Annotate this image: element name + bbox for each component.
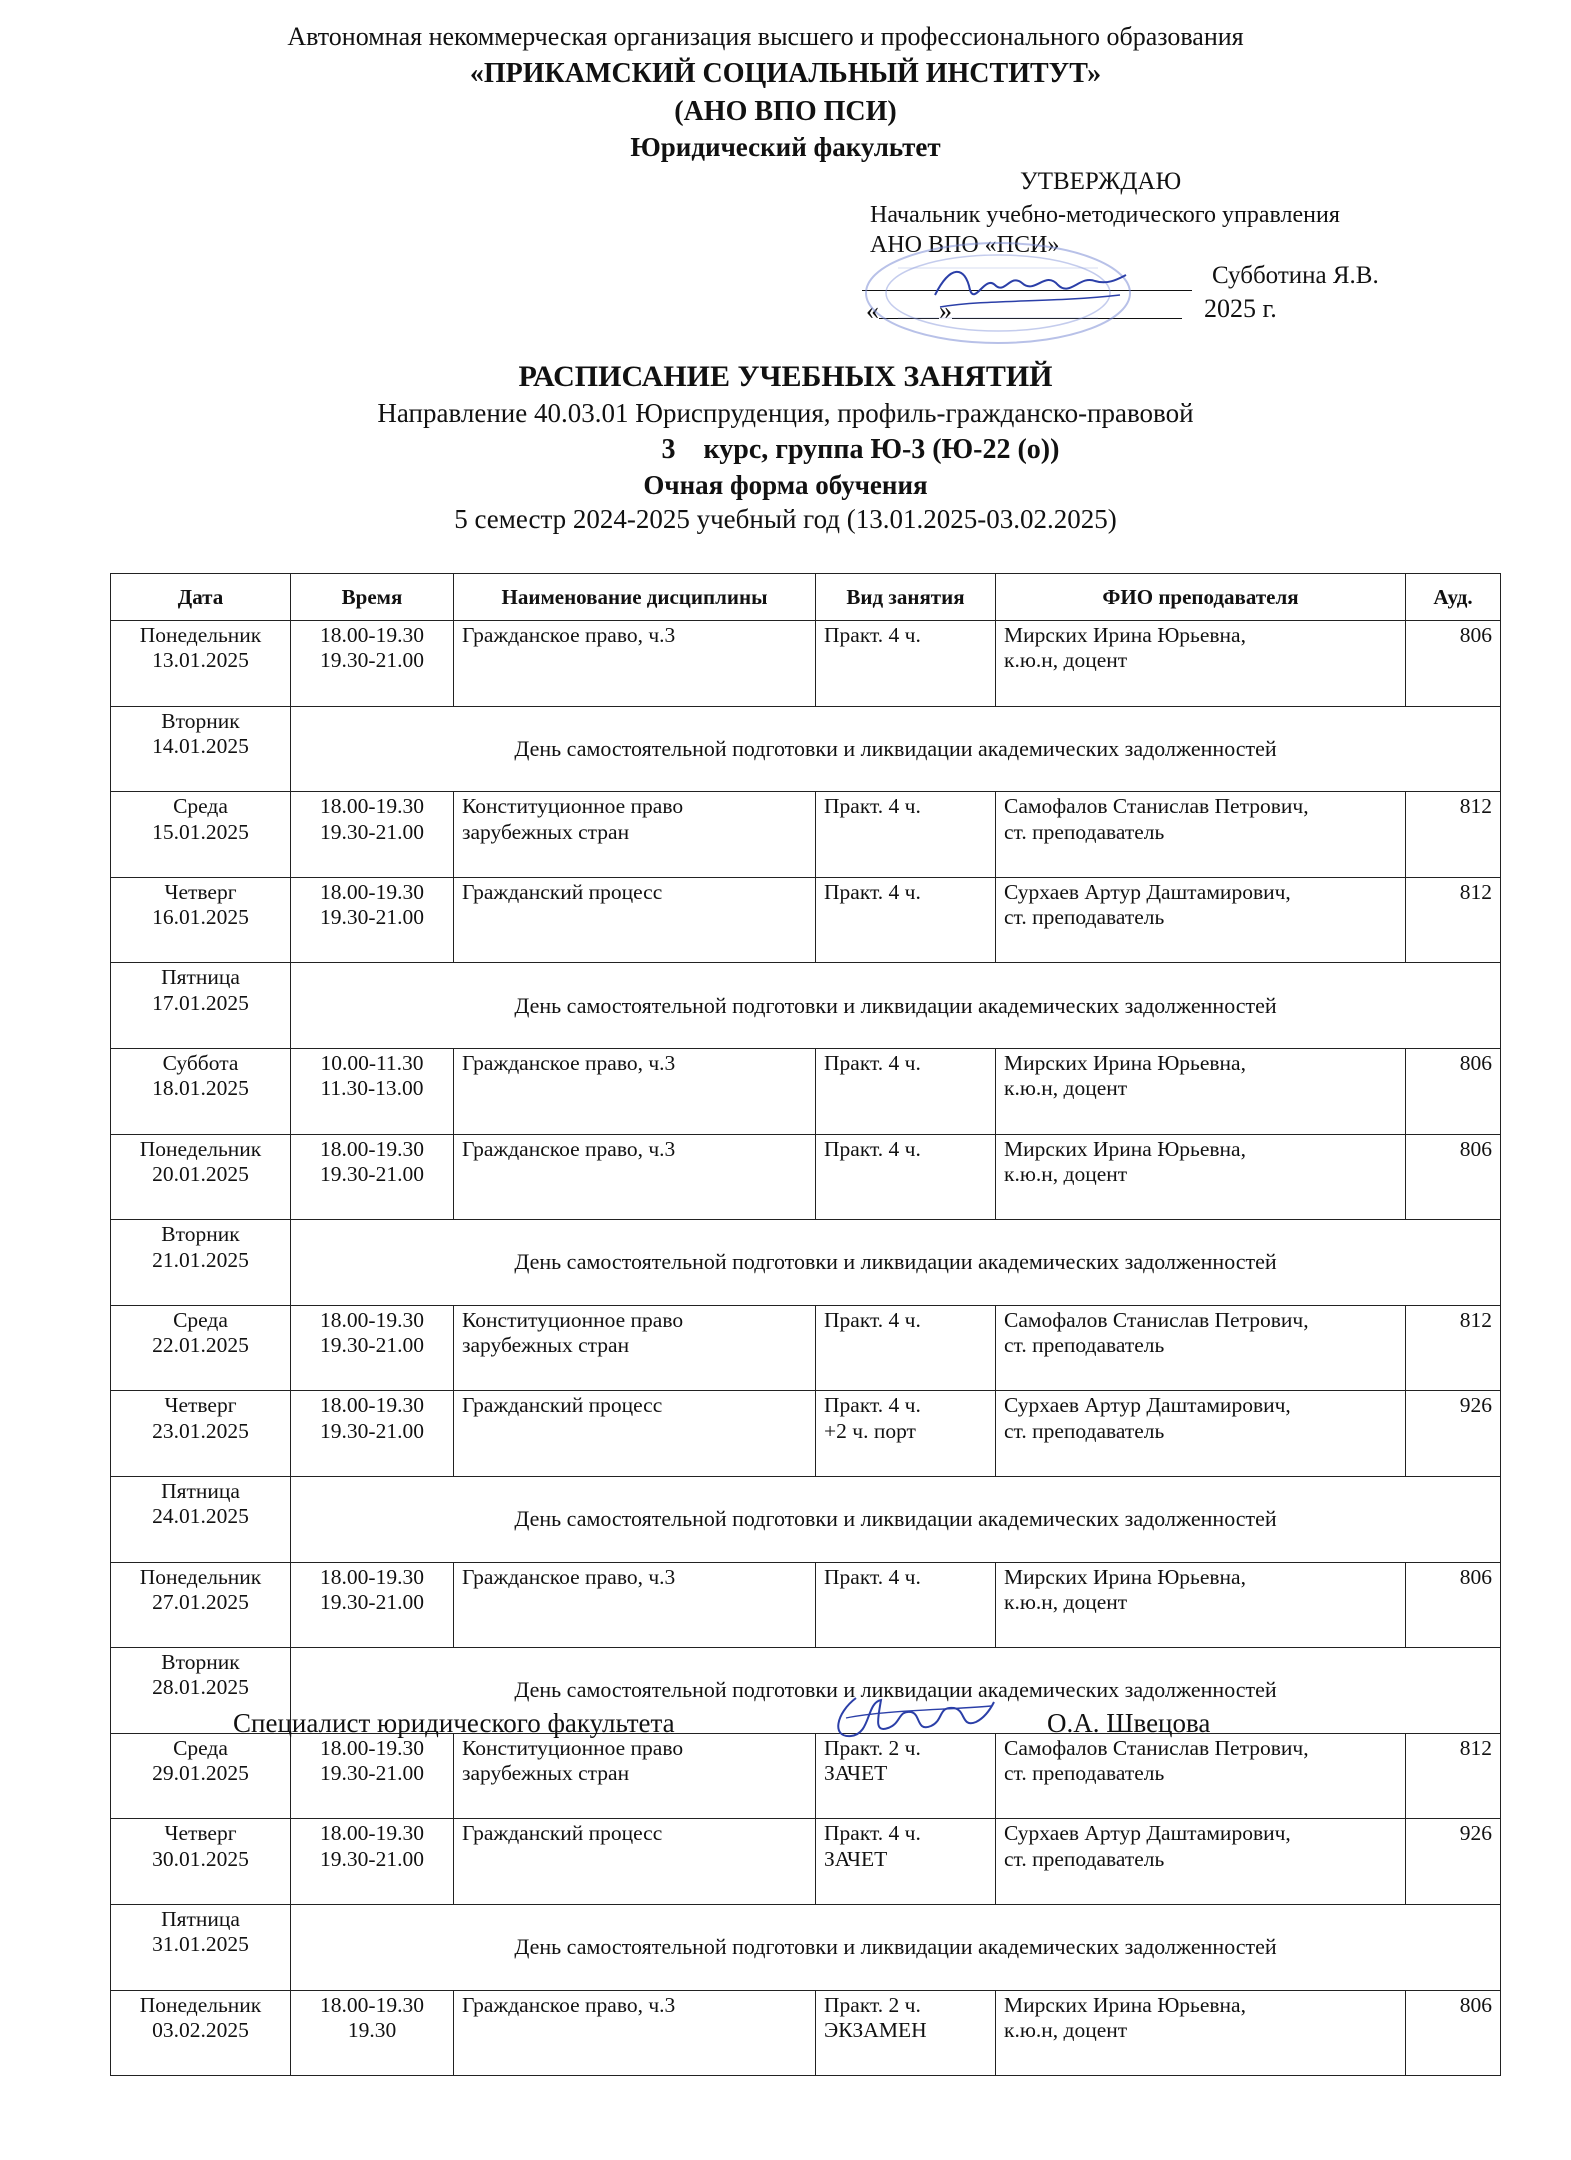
time-slot-1: 18.00-19.30 [320, 1735, 424, 1760]
teacher-title: ст. преподаватель [1004, 1846, 1165, 1871]
teacher-cell [996, 1562, 1406, 1648]
discipline-line1: Гражданское право, ч.3 [462, 1050, 676, 1075]
time-slot-2: 19.30-21.00 [320, 648, 424, 673]
time-cell [291, 1305, 454, 1391]
class-type-line1: Практ. 4 ч. [824, 1393, 921, 1418]
date-cell [111, 1391, 291, 1477]
date-cell [111, 1904, 291, 1990]
time-slot-1: 18.00-19.30 [320, 1136, 424, 1161]
table-row [111, 621, 1501, 707]
teacher-cell [996, 1990, 1406, 2076]
header-date: Дата [111, 574, 291, 621]
class-type-line2: ЗАЧЕТ [824, 1846, 888, 1871]
time-cell [291, 1819, 454, 1905]
class-type-line1: Практ. 4 ч. [824, 1050, 921, 1075]
date-cell [111, 1048, 291, 1134]
course-group: 3 курс, группа Ю-3 (Ю-22 (о)) [661, 434, 1060, 465]
teacher-title: ст. преподаватель [1004, 1333, 1165, 1358]
weekday: Среда [173, 1307, 228, 1332]
semester-period: 5 семестр 2024-2025 учебный год (13.01.2025-03.02.2025) [454, 504, 1117, 534]
discipline-line1: Конституционное право [462, 1735, 684, 1760]
date-cell [111, 1990, 291, 2076]
time-slot-1: 18.00-19.30 [320, 1821, 424, 1846]
discipline-cell [454, 1819, 816, 1905]
time-slot-1: 18.00-19.30 [320, 623, 424, 647]
class-type-cell [816, 1134, 996, 1220]
teacher-cell [996, 1305, 1406, 1391]
discipline-cell [454, 621, 816, 707]
approval-year: 2025 г. [1204, 294, 1277, 323]
discipline-cell [454, 877, 816, 963]
discipline-cell [454, 1134, 816, 1220]
time-slot-2: 19.30-21.00 [320, 1161, 424, 1186]
date: 15.01.2025 [152, 819, 249, 844]
date-cell [111, 877, 291, 963]
date-cell [111, 1476, 291, 1562]
teacher-name: Мирских Ирина Юрьевна, [1004, 1050, 1246, 1075]
time-slot-1: 18.00-19.30 [320, 794, 424, 819]
teacher-name: Сурхаев Артур Даштамирович, [1004, 1821, 1291, 1846]
discipline-line2: зарубежных стран [462, 819, 630, 844]
time-cell [291, 1391, 454, 1477]
class-type-line1: Практ. 2 ч. [824, 1992, 921, 2017]
weekday: Четверг [164, 1821, 237, 1846]
teacher-name: Мирских Ирина Юрьевна, [1004, 1992, 1246, 2017]
date: 18.01.2025 [152, 1076, 249, 1101]
table-header-row [111, 574, 1501, 621]
date-cell [111, 1305, 291, 1391]
teacher-title: к.ю.н, доцент [1004, 1589, 1128, 1614]
class-type-line2: +2 ч. порт [824, 1418, 916, 1443]
weekday: Вторник [161, 1650, 240, 1675]
date: 17.01.2025 [152, 990, 249, 1015]
time-slot-2: 11.30-13.00 [320, 1076, 424, 1101]
time-slot-2: 19.30-21.00 [320, 1761, 424, 1786]
table-row [111, 1733, 1501, 1819]
room-cell: 806 [1406, 1048, 1501, 1134]
study-direction: Направление 40.03.01 Юриспруденция, профиль-гражданско-правовой [377, 398, 1194, 428]
date: 24.01.2025 [152, 1504, 249, 1529]
self-study-day: День самостоятельной подготовки и ликвидации академических задолженностей [291, 1904, 1501, 1990]
time-slot-2: 19.30-21.00 [320, 905, 424, 930]
teacher-name: Самофалов Станислав Петрович, [1004, 794, 1309, 819]
time-cell [291, 1562, 454, 1648]
date: 13.01.2025 [152, 648, 249, 673]
weekday: Вторник [161, 1222, 240, 1247]
class-type-line1: Практ. 4 ч. [824, 1307, 921, 1332]
room-cell: 806 [1406, 1990, 1501, 2076]
approver-name: Субботина Я.В. [1212, 262, 1379, 289]
teacher-title: ст. преподаватель [1004, 905, 1165, 930]
table-row [111, 1990, 1501, 2076]
header-discipline: Наименование дисциплины [454, 574, 816, 621]
teacher-title: к.ю.н, доцент [1004, 1076, 1128, 1101]
table-row [111, 963, 1501, 1049]
date-cell [111, 1819, 291, 1905]
room-cell: 806 [1406, 1134, 1501, 1220]
room-cell: 926 [1406, 1819, 1501, 1905]
date-close-quote: » [939, 296, 952, 325]
time-slot-2: 19.30-21.00 [320, 1333, 424, 1358]
date: 29.01.2025 [152, 1761, 249, 1786]
class-type-cell [816, 1391, 996, 1477]
date: 28.01.2025 [152, 1675, 249, 1700]
time-slot-1: 18.00-19.30 [320, 1564, 424, 1589]
header-teacher: ФИО преподавателя [996, 574, 1406, 621]
table-row [111, 1220, 1501, 1306]
date: 20.01.2025 [152, 1161, 249, 1186]
room-cell: 812 [1406, 792, 1501, 878]
room-cell: 806 [1406, 621, 1501, 707]
header-time: Время [291, 574, 454, 621]
date-cell [111, 706, 291, 792]
class-type-line1: Практ. 4 ч. [824, 879, 921, 904]
teacher-title: к.ю.н, доцент [1004, 648, 1128, 673]
schedule-title: РАСПИСАНИЕ УЧЕБНЫХ ЗАНЯТИЙ [518, 360, 1053, 393]
class-type-cell [816, 1048, 996, 1134]
discipline-line2: зарубежных стран [462, 1761, 630, 1786]
teacher-title: к.ю.н, доцент [1004, 1161, 1128, 1186]
class-type-line1: Практ. 4 ч. [824, 1821, 921, 1846]
date-cell [111, 1562, 291, 1648]
discipline-line2: зарубежных стран [462, 1333, 630, 1358]
teacher-name: Мирских Ирина Юрьевна, [1004, 1564, 1246, 1589]
approver-position-line2: АНО ВПО «ПСИ» [870, 232, 1060, 258]
time-cell [291, 1990, 454, 2076]
discipline-line1: Гражданское право, ч.3 [462, 1992, 676, 2017]
class-type-line1: Практ. 4 ч. [824, 623, 921, 647]
room-cell: 926 [1406, 1391, 1501, 1477]
time-slot-2: 19.30 [347, 2017, 397, 2042]
class-type-line1: Практ. 4 ч. [824, 1564, 921, 1589]
table-row [111, 792, 1501, 878]
weekday: Вторник [161, 708, 240, 733]
class-type-line1: Практ. 2 ч. [824, 1735, 921, 1760]
class-type-cell [816, 877, 996, 963]
weekday: Среда [173, 794, 228, 819]
date: 16.01.2025 [152, 905, 249, 930]
schedule-body [111, 621, 1501, 2076]
weekday: Понедельник [139, 1564, 262, 1589]
table-row [111, 877, 1501, 963]
discipline-cell [454, 1562, 816, 1648]
time-slot-1: 18.00-19.30 [320, 879, 424, 904]
class-type-line2: ЗАЧЕТ [824, 1761, 888, 1786]
footer-name: О.А. Швецова [1047, 1708, 1211, 1738]
date: 27.01.2025 [152, 1589, 249, 1614]
teacher-cell [996, 877, 1406, 963]
time-slot-2: 19.30-21.00 [320, 1846, 424, 1871]
class-type-cell [816, 1819, 996, 1905]
table-row [111, 706, 1501, 792]
teacher-title: к.ю.н, доцент [1004, 2017, 1128, 2042]
date-cell [111, 1134, 291, 1220]
time-slot-2: 19.30-21.00 [320, 1589, 424, 1614]
schedule-table [110, 573, 1501, 2076]
room-cell: 812 [1406, 1733, 1501, 1819]
time-cell [291, 792, 454, 878]
time-slot-1: 18.00-19.30 [320, 1992, 424, 2017]
time-slot-2: 19.30-21.00 [320, 1418, 424, 1443]
class-type-cell [816, 1305, 996, 1391]
date-cell [111, 792, 291, 878]
teacher-name: Сурхаев Артур Даштамирович, [1004, 1393, 1291, 1418]
approval-title: УТВЕРЖДАЮ [1020, 168, 1182, 195]
class-type-cell [816, 792, 996, 878]
time-cell [291, 621, 454, 707]
table-row [111, 1048, 1501, 1134]
date: 21.01.2025 [152, 1247, 249, 1272]
date: 14.01.2025 [152, 733, 249, 758]
table-row [111, 1819, 1501, 1905]
study-form: Очная форма обучения [643, 470, 928, 500]
table-row [111, 1562, 1501, 1648]
class-type-cell [816, 1562, 996, 1648]
discipline-line1: Гражданский процесс [462, 1821, 663, 1846]
weekday: Среда [173, 1735, 228, 1760]
date: 22.01.2025 [152, 1333, 249, 1358]
self-study-day: День самостоятельной подготовки и ликвидации академических задолженностей [291, 1648, 1501, 1734]
time-slot-1: 10.00-11.30 [320, 1050, 424, 1075]
header-room: Ауд. [1406, 574, 1501, 621]
discipline-line1: Конституционное право [462, 1307, 684, 1332]
discipline-cell [454, 792, 816, 878]
date: 30.01.2025 [152, 1846, 249, 1871]
time-cell [291, 877, 454, 963]
discipline-line1: Конституционное право [462, 794, 684, 819]
weekday: Суббота [162, 1050, 239, 1075]
weekday: Пятница [161, 1478, 240, 1503]
time-slot-2: 19.30-21.00 [320, 819, 424, 844]
date-cell [111, 1220, 291, 1306]
class-type-line1: Практ. 4 ч. [824, 794, 921, 819]
date-cell [111, 621, 291, 707]
teacher-title: ст. преподаватель [1004, 1761, 1165, 1786]
teacher-cell [996, 1391, 1406, 1477]
discipline-line1: Гражданский процесс [462, 879, 663, 904]
discipline-cell [454, 1305, 816, 1391]
discipline-line1: Гражданское право, ч.3 [462, 1136, 676, 1161]
table-row [111, 1476, 1501, 1562]
institute-name: «ПРИКАМСКИЙ СОЦИАЛЬНЫЙ ИНСТИТУТ» [469, 58, 1102, 89]
weekday: Пятница [161, 1906, 240, 1931]
discipline-cell [454, 1391, 816, 1477]
discipline-line1: Гражданское право, ч.3 [462, 1564, 676, 1589]
specialist-signature [826, 1688, 996, 1750]
table-row [111, 1391, 1501, 1477]
time-cell [291, 1733, 454, 1819]
header-class-type: Вид занятия [816, 574, 996, 621]
weekday: Понедельник [139, 623, 262, 647]
teacher-cell [996, 1819, 1406, 1905]
table-row [111, 1904, 1501, 1990]
class-type-cell [816, 1990, 996, 2076]
date: 23.01.2025 [152, 1418, 249, 1443]
self-study-day: День самостоятельной подготовки и ликвидации академических задолженностей [291, 1476, 1501, 1562]
teacher-name: Мирских Ирина Юрьевна, [1004, 1136, 1246, 1161]
discipline-cell [454, 1733, 816, 1819]
teacher-name: Самофалов Станислав Петрович, [1004, 1735, 1309, 1760]
class-type-line1: Практ. 4 ч. [824, 1136, 921, 1161]
faculty-name: Юридический факультет [630, 132, 941, 162]
time-slot-1: 18.00-19.30 [320, 1393, 424, 1418]
room-cell: 806 [1406, 1562, 1501, 1648]
table-row [111, 1305, 1501, 1391]
self-study-day: День самостоятельной подготовки и ликвидации академических задолженностей [291, 1220, 1501, 1306]
self-study-day: День самостоятельной подготовки и ликвидации академических задолженностей [291, 963, 1501, 1049]
time-slot-1: 18.00-19.30 [320, 1307, 424, 1332]
footer-position: Специалист юридического факультета [233, 1708, 675, 1738]
date-open-quote: « [866, 296, 879, 325]
teacher-name: Сурхаев Артур Даштамирович, [1004, 879, 1291, 904]
teacher-title: ст. преподаватель [1004, 819, 1165, 844]
teacher-name: Самофалов Станислав Петрович, [1004, 1307, 1309, 1332]
teacher-cell [996, 621, 1406, 707]
date-cell [111, 963, 291, 1049]
weekday: Пятница [161, 965, 240, 990]
discipline-cell [454, 1990, 816, 2076]
teacher-cell [996, 792, 1406, 878]
discipline-line1: Гражданский процесс [462, 1393, 663, 1418]
teacher-cell [996, 1733, 1406, 1819]
discipline-line1: Гражданское право, ч.3 [462, 623, 676, 647]
teacher-title: ст. преподаватель [1004, 1418, 1165, 1443]
room-cell: 812 [1406, 1305, 1501, 1391]
discipline-cell [454, 1048, 816, 1134]
table-row [111, 1134, 1501, 1220]
date: 31.01.2025 [152, 1932, 249, 1957]
teacher-cell [996, 1134, 1406, 1220]
approver-position-line1: Начальник учебно-методического управления [870, 202, 1340, 228]
approver-signature [930, 255, 1130, 315]
self-study-day: День самостоятельной подготовки и ликвидации академических задолженностей [291, 706, 1501, 792]
time-cell [291, 1048, 454, 1134]
date-cell [111, 1733, 291, 1819]
organization-line: Автономная некоммерческая организация высшего и профессионального образования [287, 22, 1244, 51]
class-type-cell [816, 621, 996, 707]
weekday: Четверг [164, 879, 237, 904]
institute-abbreviation: (АНО ВПО ПСИ) [674, 96, 897, 127]
date: 03.02.2025 [152, 2017, 249, 2042]
weekday: Четверг [164, 1393, 237, 1418]
teacher-cell [996, 1048, 1406, 1134]
room-cell: 812 [1406, 877, 1501, 963]
weekday: Понедельник [139, 1992, 262, 2017]
weekday: Понедельник [139, 1136, 262, 1161]
time-cell [291, 1134, 454, 1220]
class-type-line2: ЭКЗАМЕН [824, 2017, 927, 2042]
teacher-name: Мирских Ирина Юрьевна, [1004, 623, 1246, 647]
